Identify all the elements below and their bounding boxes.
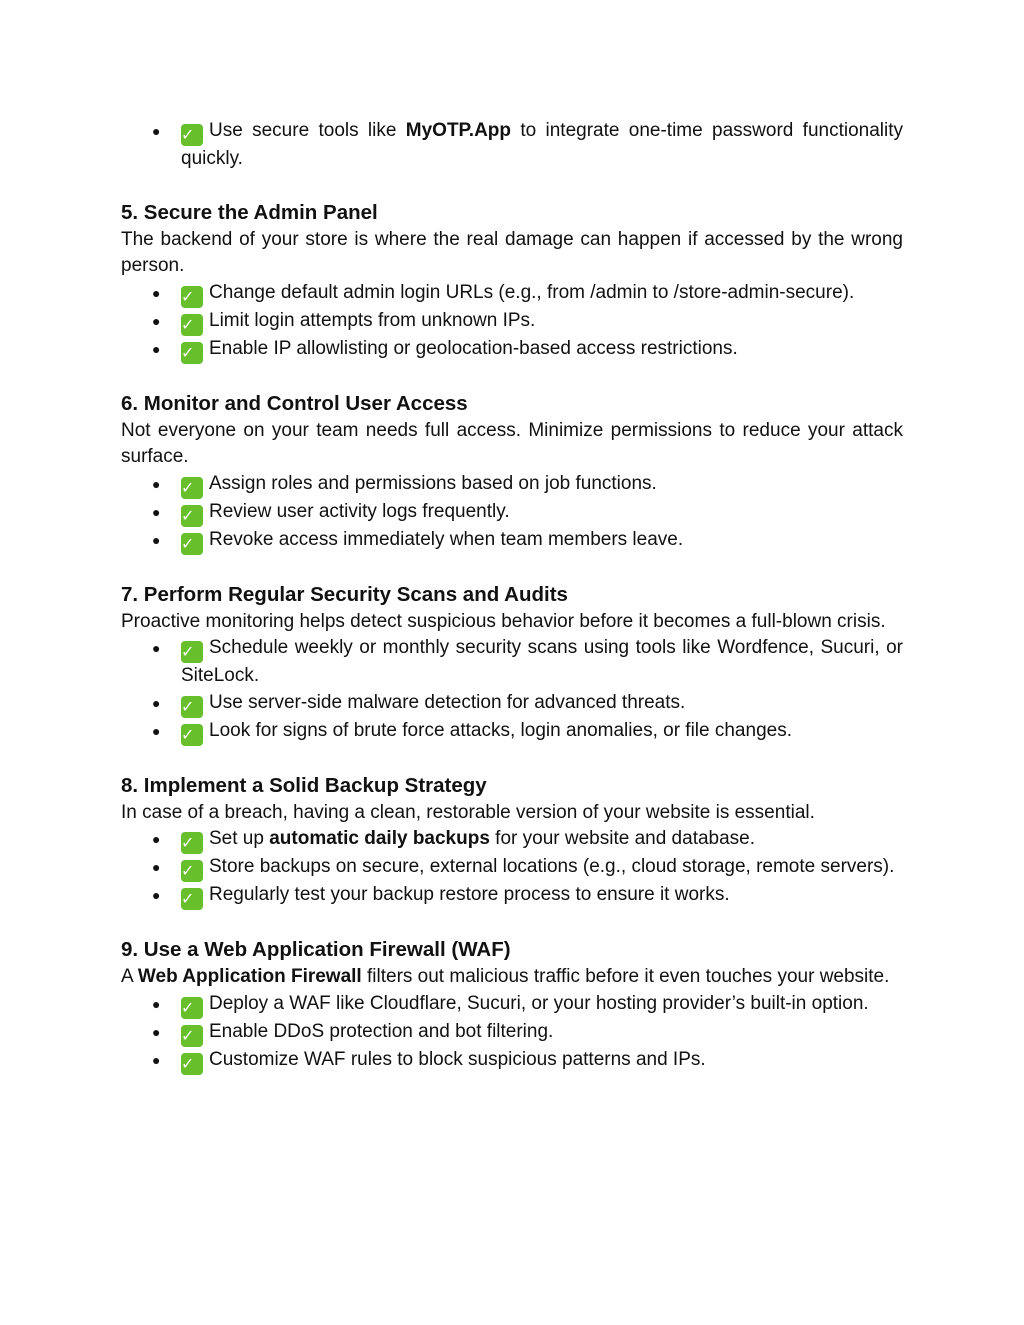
item-bold-text: MyOTP.App: [405, 120, 511, 141]
item-text: Regularly test your backup restore process to ensure it works.: [209, 884, 730, 905]
list-item: [121, 308, 903, 336]
list: [121, 991, 903, 1075]
list-item: [121, 991, 903, 1019]
list-item: [121, 1047, 903, 1075]
item-text: Enable DDoS protection and bot filtering.: [209, 1020, 554, 1042]
bullet-dot-icon: ●: [152, 475, 161, 492]
item-text: Review user activity logs frequently.: [209, 500, 510, 522]
item-text: Customize WAF rules to block suspicious patterns and IPs.: [209, 1048, 706, 1070]
bullet-dot-icon: ●: [152, 503, 161, 520]
item-text: Look for signs of brute force attacks, login anomalies, or file changes.: [209, 719, 792, 741]
item-text: Use secure tools like: [209, 120, 406, 141]
list-item: [121, 336, 903, 364]
intro-text: A: [121, 966, 138, 987]
intro-bold-text: Web Application Firewall: [137, 966, 362, 987]
section-intro: Proactive monitoring helps detect suspicious behavior before it becomes a full-blown crisis.: [121, 610, 886, 632]
green-check-icon: ✓: [181, 832, 203, 854]
green-check-icon: ✓: [181, 1025, 203, 1047]
bullet-dot-icon: ●: [152, 722, 161, 739]
list-item: [121, 854, 903, 882]
section-heading: 6. Monitor and Control User Access: [121, 391, 468, 415]
bullet-dot-icon: ●: [152, 887, 161, 903]
bullet-dot-icon: ●: [152, 123, 161, 139]
list-item: [121, 718, 903, 746]
section-intro: The backend of your store is where the real damage can happen if accessed by the wrong person.: [121, 228, 903, 276]
green-check-icon: ✓: [181, 533, 203, 555]
list: [121, 471, 903, 555]
list-item: [121, 499, 903, 527]
item-text: Change default admin login URLs (e.g., from /admin to /store-admin-secure).: [209, 281, 855, 303]
section-8: [121, 772, 903, 911]
section-intro: Not everyone on your team needs full access. Minimize permissions to reduce your attack surface.: [121, 419, 903, 467]
green-check-icon: ✓: [181, 314, 203, 336]
section-5: [121, 199, 903, 364]
bullet-dot-icon: ●: [152, 1023, 161, 1040]
bullet-dot-icon: ●: [152, 531, 161, 548]
section-heading: 5. Secure the Admin Panel: [121, 200, 378, 224]
green-check-icon: ✓: [181, 1053, 203, 1075]
list: [121, 826, 903, 910]
item-text: to integrate one-time password functionality quickly.: [181, 120, 903, 169]
section-heading: 7. Perform Regular Security Scans and Audits: [121, 582, 568, 606]
bullet-dot-icon: ●: [152, 312, 161, 329]
item-text: Enable IP allowlisting or geolocation-based access restrictions.: [209, 337, 738, 359]
list: [121, 118, 903, 173]
green-check-icon: ✓: [181, 888, 203, 910]
item-text: Set up: [209, 828, 270, 849]
top-list: [121, 118, 903, 173]
item-text: Revoke access immediately when team members leave.: [209, 528, 684, 550]
list: [121, 280, 903, 364]
green-check-icon: ✓: [181, 342, 203, 364]
list: [121, 635, 903, 746]
list-item: [121, 118, 903, 173]
bullet-dot-icon: ●: [152, 831, 161, 847]
item-text: Use server-side malware detection for advanced threats.: [209, 691, 686, 713]
bullet-dot-icon: ●: [152, 694, 161, 711]
item-text: for your website and database.: [489, 828, 756, 849]
item-text: Assign roles and permissions based on job functions.: [209, 472, 657, 494]
section-heading: 9. Use a Web Application Firewall (WAF): [121, 938, 511, 961]
item-text: Deploy a WAF like Cloudflare, Sucuri, or your hosting provider’s built-in option.: [209, 992, 869, 1014]
bullet-dot-icon: ●: [152, 995, 161, 1012]
section-7: [121, 581, 903, 746]
item-bold-text: automatic daily backups: [269, 828, 490, 849]
list-item: [121, 527, 903, 555]
list-item: [121, 635, 903, 690]
section-9: [121, 936, 903, 1075]
list-item: [121, 882, 903, 910]
green-check-icon: ✓: [181, 696, 203, 718]
list-item: [121, 826, 903, 854]
green-check-icon: ✓: [181, 124, 203, 146]
green-check-icon: ✓: [181, 641, 203, 663]
section-heading: 8. Implement a Solid Backup Strategy: [121, 773, 487, 797]
section-6: [121, 390, 903, 555]
item-text: Store backups on secure, external locations (e.g., cloud storage, remote servers).: [209, 856, 895, 877]
list-item: [121, 280, 903, 308]
green-check-icon: ✓: [181, 477, 203, 499]
bullet-dot-icon: ●: [152, 340, 161, 357]
section-intro: In case of a breach, having a clean, restorable version of your website is essential.: [121, 801, 815, 823]
document-body: [121, 118, 903, 1101]
green-check-icon: ✓: [181, 860, 203, 882]
item-text: Limit login attempts from unknown IPs.: [209, 309, 536, 331]
green-check-icon: ✓: [181, 997, 203, 1019]
list-item: [121, 690, 903, 718]
bullet-dot-icon: ●: [152, 859, 161, 875]
green-check-icon: ✓: [181, 286, 203, 308]
list-item: [121, 1019, 903, 1047]
green-check-icon: ✓: [181, 724, 203, 746]
item-text: Schedule weekly or monthly security scans using tools like Wordfence, Sucuri, or SiteLock.: [181, 637, 903, 686]
green-check-icon: ✓: [181, 505, 203, 527]
bullet-dot-icon: ●: [152, 640, 161, 656]
bullet-dot-icon: ●: [152, 1051, 161, 1068]
intro-text: filters out malicious traffic before it even touches your website.: [361, 966, 890, 987]
list-item: [121, 471, 903, 499]
section-intro: [121, 964, 903, 991]
bullet-dot-icon: ●: [152, 284, 161, 301]
